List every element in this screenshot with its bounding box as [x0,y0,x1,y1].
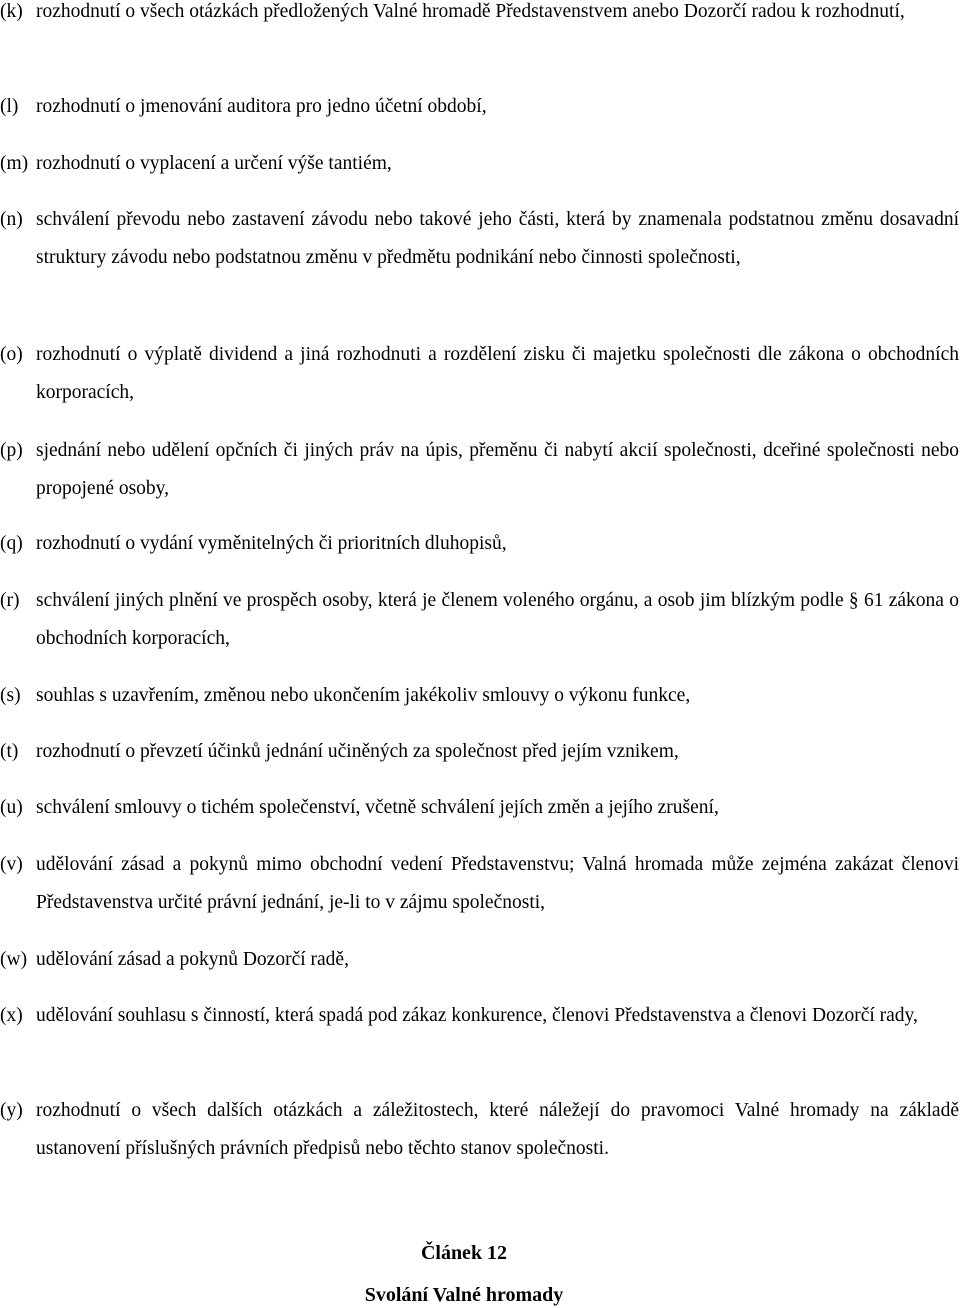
item-text: rozhodnutí o všech dalších otázkách a záležitostech, které náležejí do pravomoci Valné hromady na základě ustanovení příslušných právních předpisů nebo těchto stanov společnosti. [36,1100,959,1159]
list-item-y [0,1092,960,1168]
list-item-q [0,525,960,563]
item-text: schválení smlouvy o tichém společenství, včetně schválení jejích změn a jejího zrušení, [36,797,719,818]
item-label: (l) [0,96,19,117]
item-label: (q) [0,533,23,554]
item-label: (y) [0,1100,23,1121]
article-number: Článek 12 [420,1242,508,1264]
list-item-w [0,941,960,979]
list-item-s [0,677,960,715]
list-item-o [0,336,960,412]
list-item-l [0,88,960,126]
list-item-x [0,997,960,1035]
item-label: (x) [0,1005,23,1026]
list-item-v [0,846,960,922]
item-text: schválení převodu nebo zastavení závodu nebo takové jeho části, která by znamenala podstatnou změnu dosavadní struktury závodu nebo podstatnou změnu v předmětu podnikání nebo činnosti společnosti, [36,209,959,268]
item-label: (m) [0,153,29,174]
item-text: rozhodnutí o vydání vyměnitelných či prioritních dluhopisů, [36,533,507,554]
item-label: (n) [0,209,23,230]
item-text: udělování zásad a pokynů Dozorčí radě, [36,949,349,970]
list-item-n [0,201,960,277]
item-text: rozhodnutí o převzetí účinků jednání učiněných za společnost před jejím vznikem, [36,741,679,762]
item-label: (s) [0,685,21,706]
list-item-r [0,582,960,658]
item-label: (p) [0,440,23,461]
item-text: rozhodnutí o výplatě dividend a jiná rozhodnuti a rozdělení zisku či majetku společnosti dle zákona o obchodních korporacích, [36,344,959,403]
list-item-u [0,789,960,827]
item-text: rozhodnutí o vyplacení a určení výše tantiém, [36,153,392,174]
list-item-k [0,0,960,31]
item-text: rozhodnutí o jmenování auditora pro jedno účetní období, [36,96,487,117]
list-item-m [0,145,960,183]
item-label: (v) [0,854,23,875]
item-label: (t) [0,741,19,762]
article-title: Svolání Valné hromady [364,1284,564,1306]
item-text: udělování souhlasu s činností, která spadá pod zákaz konkurence, členovi Představenstva a členovi Dozorčí rady, [36,1005,918,1026]
item-text: souhlas s uzavřením, změnou nebo ukončením jakékoliv smlouvy o výkonu funkce, [36,685,691,706]
list-item-t [0,733,960,771]
item-text: rozhodnutí o všech otázkách předložených Valné hromadě Představenstvem anebo Dozorčí radou k rozhodnutí, [36,1,905,22]
list-item-p [0,432,960,508]
item-text: schválení jiných plnění ve prospěch osoby, která je členem voleného orgánu, a osob jim blízkým podle § 61 zákona o obchodních korporacích, [36,590,959,649]
item-label: (o) [0,344,23,365]
item-text: udělování zásad a pokynů mimo obchodní vedení Představenstvu; Valná hromada může zejména zakázat členovi Představenstva určité právní jednání, je-li to v zájmu společnosti, [36,854,959,913]
item-label: (w) [0,949,28,970]
item-label: (u) [0,797,23,818]
item-label: (r) [0,590,20,611]
item-text: sjednání nebo udělení opčních či jiných práv na úpis, přeměnu či nabytí akcií společnosti, dceřiné společnosti nebo propojené osoby, [36,440,959,499]
item-label: (k) [0,1,23,22]
